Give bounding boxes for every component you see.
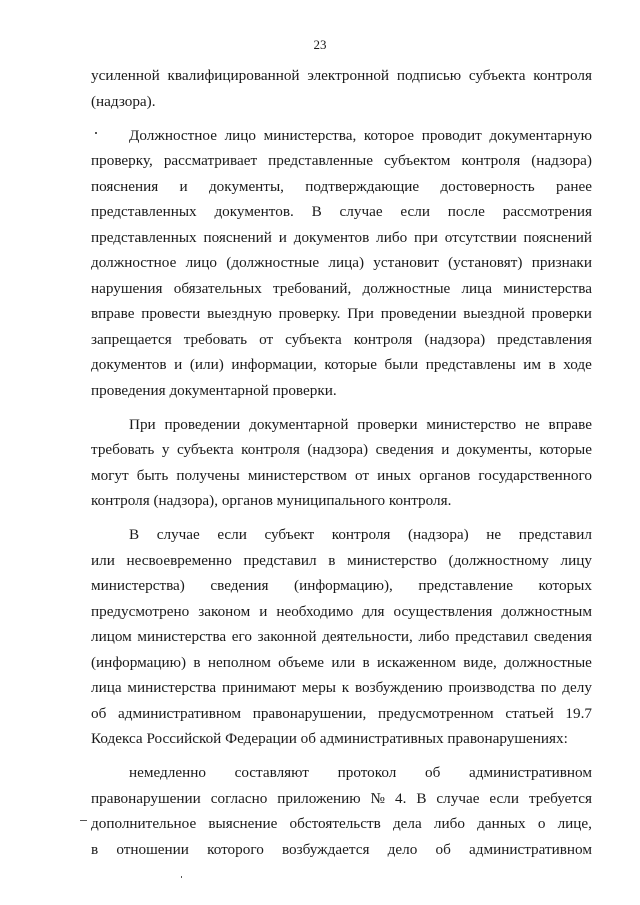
text-line: представленных пояснений и документов либо при отсутствии пояснений	[91, 228, 592, 246]
paragraph	[91, 63, 592, 114]
paragraph	[91, 123, 592, 404]
scan-speck	[95, 132, 97, 134]
scan-speck	[181, 876, 182, 878]
body-text	[91, 63, 592, 862]
page-number: 23	[313, 37, 327, 52]
text-line: контроля (надзора), органов муниципального контроля.	[91, 492, 452, 509]
text-line: в отношении которого возбуждается дело об административном	[91, 840, 592, 858]
text-line: Должностное лицо министерства, которое проводит документарную	[129, 126, 592, 144]
text-line: министерства) сведения (информацию), представление которых	[91, 577, 592, 594]
text-line: В случае если субъект контроля (надзора) не представил	[129, 526, 592, 543]
text-line: лицом министерства его законной деятельности, либо представил сведения	[91, 628, 592, 645]
paragraph	[91, 522, 592, 752]
text-line: правонарушении согласно приложению № 4. В случае если требуется	[91, 789, 592, 807]
text-line: проверку, рассматривает представленные субъектом контроля (надзора)	[91, 152, 592, 169]
text-line: При проведении документарной проверки министерство не вправе	[129, 415, 592, 433]
text-line: Кодекса Российской Федерации об административных правонарушениях:	[91, 730, 568, 747]
text-line: требовать у субъекта контроля (надзора) сведения и документы, которые	[91, 441, 592, 458]
text-line: могут быть получены министерством от иных органов государственного	[91, 466, 592, 484]
text-line: лица министерства принимают меры к возбуждению производства по делу	[91, 679, 592, 696]
text-line: или несвоевременно представил в министерство (должностному лицу	[91, 551, 592, 569]
paragraph	[91, 412, 592, 514]
text-line: проведения документарной проверки.	[91, 381, 337, 399]
scan-dash	[80, 820, 87, 821]
text-line: дополнительное выяснение обстоятельств дела либо данных о лице,	[91, 815, 592, 832]
text-line: об административном правонарушении, предусмотренном статьей 19.7	[91, 704, 592, 722]
paragraph	[91, 760, 592, 862]
text-line: нарушения обязательных требований, должностные лица министерства	[91, 279, 592, 297]
text-line: вправе провести выездную проверку. При проведении выездной проверки	[91, 305, 592, 322]
text-line: запрещается требовать от субъекта контроля (надзора) представления	[91, 330, 592, 348]
text-line: должностное лицо (должностные лица) установит (установят) признаки	[91, 254, 592, 271]
text-line: пояснения и документы, подтверждающие достоверность ранее	[91, 177, 592, 195]
text-line: документов и (или) информации, которые были представлены им в ходе	[91, 356, 592, 373]
text-line: (надзора).	[91, 92, 156, 110]
text-line: предусмотрено законом и необходимо для осуществления должностным	[91, 602, 592, 620]
text-line: представленных документов. В случае если после рассмотрения	[91, 203, 592, 220]
text-line: немедленно составляют протокол об административном	[129, 764, 592, 781]
text-line: (информацию) в неполном объеме или в искаженном виде, должностные	[91, 653, 592, 671]
text-line: усиленной квалифицированной электронной подписью субъекта контроля	[91, 67, 592, 84]
